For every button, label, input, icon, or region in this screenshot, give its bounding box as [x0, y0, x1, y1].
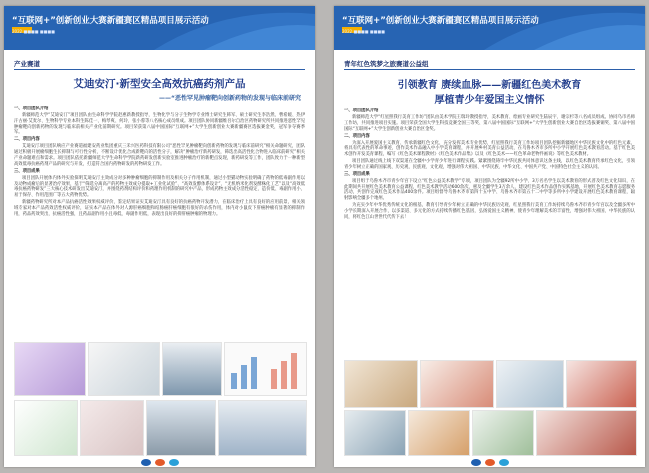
- page-header: [4, 6, 315, 50]
- footer-logos: [471, 459, 509, 466]
- body-paragraph: 项目团队开展体内体外实验探明艾迪安汀主效成分对多种肿瘤细胞的抑制作用及相关分子作用机制，通过小型猫动物实验明确了药物的低毒副作用以及动物成瘤后的显著治疗效果，基于“筛选分离高产的药物主效成分提取+工业化试验”、“高效发酵体系设计”、“无机纳米化剂发酵株化工艺”以及“高效低毒抗癌药物研发”三大核心技术研发出艾迪安汀，并围绕药剂结构评价和药理作用机制的研究中产品，形成药物主效成分活性稳定、造价低、毒副作用小、易于保存、作用范围广等五大药物优势。: [14, 175, 305, 199]
- header-subtitle: 2022 ■■■■ ■■■■: [342, 29, 385, 34]
- classroom-photo: [344, 360, 418, 408]
- exhibition-photo: [536, 410, 637, 456]
- project-subtitle: ——“恶性罕见肿瘤靶向创新药物的发现与临床前研究: [159, 95, 301, 102]
- section-heading: 三、项目成果: [14, 168, 40, 174]
- microscope-photo: [80, 400, 144, 456]
- header-title: “互联网+”创新创业大赛新疆赛区精品项目展示活动: [12, 16, 209, 26]
- page-left: [4, 6, 315, 467]
- body-paragraph: 新疆师范大学“艾迪安汀”项目团队由生命科学学院赵惠新教授指导，生物化学与分子生物学专业博士研究生韩军、硕士研究生李浩然、曹希媛、热伊汗古丽·艾麦尔、生物科学专业本科生陈佳一、梅琴爽、何玲、张小蓉等八名核心成员组成。项目团队协同新疆维吾尔自治区药物研究所共同推进恶性罕见肿瘤靶向创新药物的发现与临床前相关产业化前期研究。项目荣获第八届中国国际“互联网+”大学生创新创业大赛新疆赛区选拔赛金奖，冠军争夺赛季军。: [14, 112, 305, 136]
- logo-icon: [141, 459, 151, 466]
- page-footer: [334, 457, 645, 467]
- team-photo: [146, 400, 216, 456]
- team-photo: [344, 410, 406, 456]
- body-paragraph: 艾迪安汀项目团队响应产业赛道福建安药业集团重庆三禾兴医药科技有限公司“恶性罕见肿瘤靶向创新药物的发现与临床前研究”相关命题研究，团队通过积极开展瘤细胞生长抑制与可行性分析，不断设计优化合成新靶向的活性分子，解决“肿瘤治疗新药研发，筛选出高活性化合物进入临床前研究”相关产业命题难点和需求。项目团队依托新疆师范大学生命科学学院新药研发创新实验室推进肿瘤治疗的新靶点发现，新药研发等工作，团队致力于一种新型高效低毒抗癌药剂产品的研究与开发，打造符合国内药物研发的药物研发工作。: [14, 144, 305, 167]
- header-title: “互联网+”创新创业大赛新疆赛区精品项目展示活动: [342, 16, 539, 26]
- track-label: 青年红色筑梦之旅赛道公益组: [344, 60, 429, 68]
- article-body: [14, 106, 305, 335]
- logo-icon: [471, 459, 481, 466]
- article-body: [344, 108, 635, 355]
- lab-photo: [162, 342, 222, 396]
- section-heading: 三、项目成果: [344, 171, 370, 177]
- body-paragraph: 新疆药物研究所对本产品抗癌活性效果权威评价，鉴定结果证实艾迪安汀具有良好的抗癌药物开发潜力，在临床治疗上具有良好的应用前景，相关领域专家对本产品药效活性权威评价，证实本产品在体外对人源肝癌细胞和结肠癌肝癌细胞有很好的杀伤作用，体内对小鼠皮下肝癌肿瘤有显著的抑制作用，药品药效突出，抗癌活性强，且药品副作用小且毒低，毒副作用低，表现出良好的抑肝癌肿瘤的物理力。: [14, 200, 305, 217]
- header-subtitle: 2022 ■■■■ ■■■■: [12, 29, 55, 34]
- divider: [14, 69, 305, 70]
- logo-icon: [499, 459, 509, 466]
- project-title: 艾迪安汀·新型安全高效抗癌药剂产品: [73, 78, 246, 90]
- body-paragraph: 为充实少年中华优秀传统文化的根基，教育引导青少年树立正确的中华民族历史观，红星照我行美育工作坊持续乌鲁木齐市青少年宫以及全疆多所中小学长期深入开展合作，以多渠道、多元化的方式持续传播红色基因，弘扬爱国主义精神，使青少年理解美术的丰富性，增强对伟大祖国、中华民族的认同，将红色江山世世代代传下去！: [344, 203, 635, 220]
- section-heading: 二、项目内容: [14, 137, 40, 143]
- page-right: [334, 6, 645, 467]
- logo-icon: [485, 459, 495, 466]
- chart-icon: [225, 343, 306, 395]
- footer-logos: [141, 459, 179, 466]
- track-label: 产业赛道: [14, 60, 40, 68]
- photo-collage: [14, 342, 305, 454]
- divider: [344, 69, 635, 70]
- project-title-line2: 厚植青少年爱国主义情怀: [434, 95, 545, 106]
- header-decoration: [334, 6, 645, 50]
- body-paragraph: 新疆师范大学“红星照我行美育工作坊”团队由美术学院王瑞玲教授指导，美术教育、绘画专业研究生陆辰宇、谢宗杉等八名成员组成。协同乌市名师工作坊，共同推进项目实施。项目荣获全国大学生科技竞赛全国三等奖、第八届中国国际“互联网+”大学生创新创业大赛自治区选拔赛铜奖、第八届中国国际“互联网+”大学生创新创业大赛自治区金奖。: [344, 114, 635, 132]
- lab-photo: [14, 342, 86, 396]
- section-heading: 二、项目内容: [344, 133, 370, 139]
- data-chart-photo: [224, 342, 307, 396]
- body-paragraph: 为深入开展爱国主义教育、传承新疆红色文化，充分发挥美术专业优势，红星照我行美育工作坊项目团队挖掘新疆地区中华民族文化中的红色元素，将具有代表性的革命事迹，创作美术作品融入中小学美育课程，并开展乡村美育公益活动，在乌鲁木齐市多所中小学开展红色美术教育活动。基于红色美术创作开发美育课程，编写《红色美术课程教材》《红色美术作品集》以及《红色美术——红色革命老物件画说》等红色美术教材。: [344, 140, 635, 158]
- award-photo: [218, 400, 307, 456]
- painting-photo: [408, 410, 470, 456]
- product-photo: [14, 400, 78, 456]
- logo-icon: [155, 459, 165, 466]
- project-title-line1: 引领教育 赓续血脉——新疆红色美术教育: [397, 80, 582, 91]
- page-footer: [4, 457, 315, 467]
- header-decoration: [4, 6, 315, 50]
- section-heading: 一、项目团队介绍: [344, 108, 379, 113]
- body-paragraph: 项目团队通过线上线下双渠道在全疆中小学青少年进行课程实践。紧紧围绕铸牢中华民族共同体意识这条主线，以红色美术教育传承红色文化，引领青少年树立正确的国家观、历史观、民族观、文化观，增强对伟大祖国、中华民族、中华文化、中国共产党、中国特色社会主义的认同。: [344, 159, 635, 170]
- lab-photo: [88, 342, 160, 396]
- body-paragraph: 项目组于乌鲁木齐市青少年宫下设立“红色公益美术教学”专项，项目团队为全疆92所中小学、3万名名学生以美术教育的形式普及红色文化知识，在此期间共开展红色美术教育公益课程，红色美术教学活动600余次，惠及全疆学生3万余人，建设红色美术作品创作实践基地，开展红色美术教育志愿服务活动，共创作完成红色美术作品400余件。项目组督导乌鲁木齐市第四十五中学、乌鲁木齐市第五十二中学等多所中小学建设开展红色美术教育课程，辐射影响全疆多个地州。: [344, 178, 635, 202]
- activity-photo: [496, 360, 564, 408]
- students-photo: [472, 410, 534, 456]
- red-art-photo: [566, 360, 637, 408]
- artwork-photo: [420, 360, 494, 408]
- section-heading: 一、项目团队介绍: [14, 106, 49, 111]
- logo-icon: [169, 459, 179, 466]
- photo-collage: [344, 360, 635, 454]
- page-header: [334, 6, 645, 50]
